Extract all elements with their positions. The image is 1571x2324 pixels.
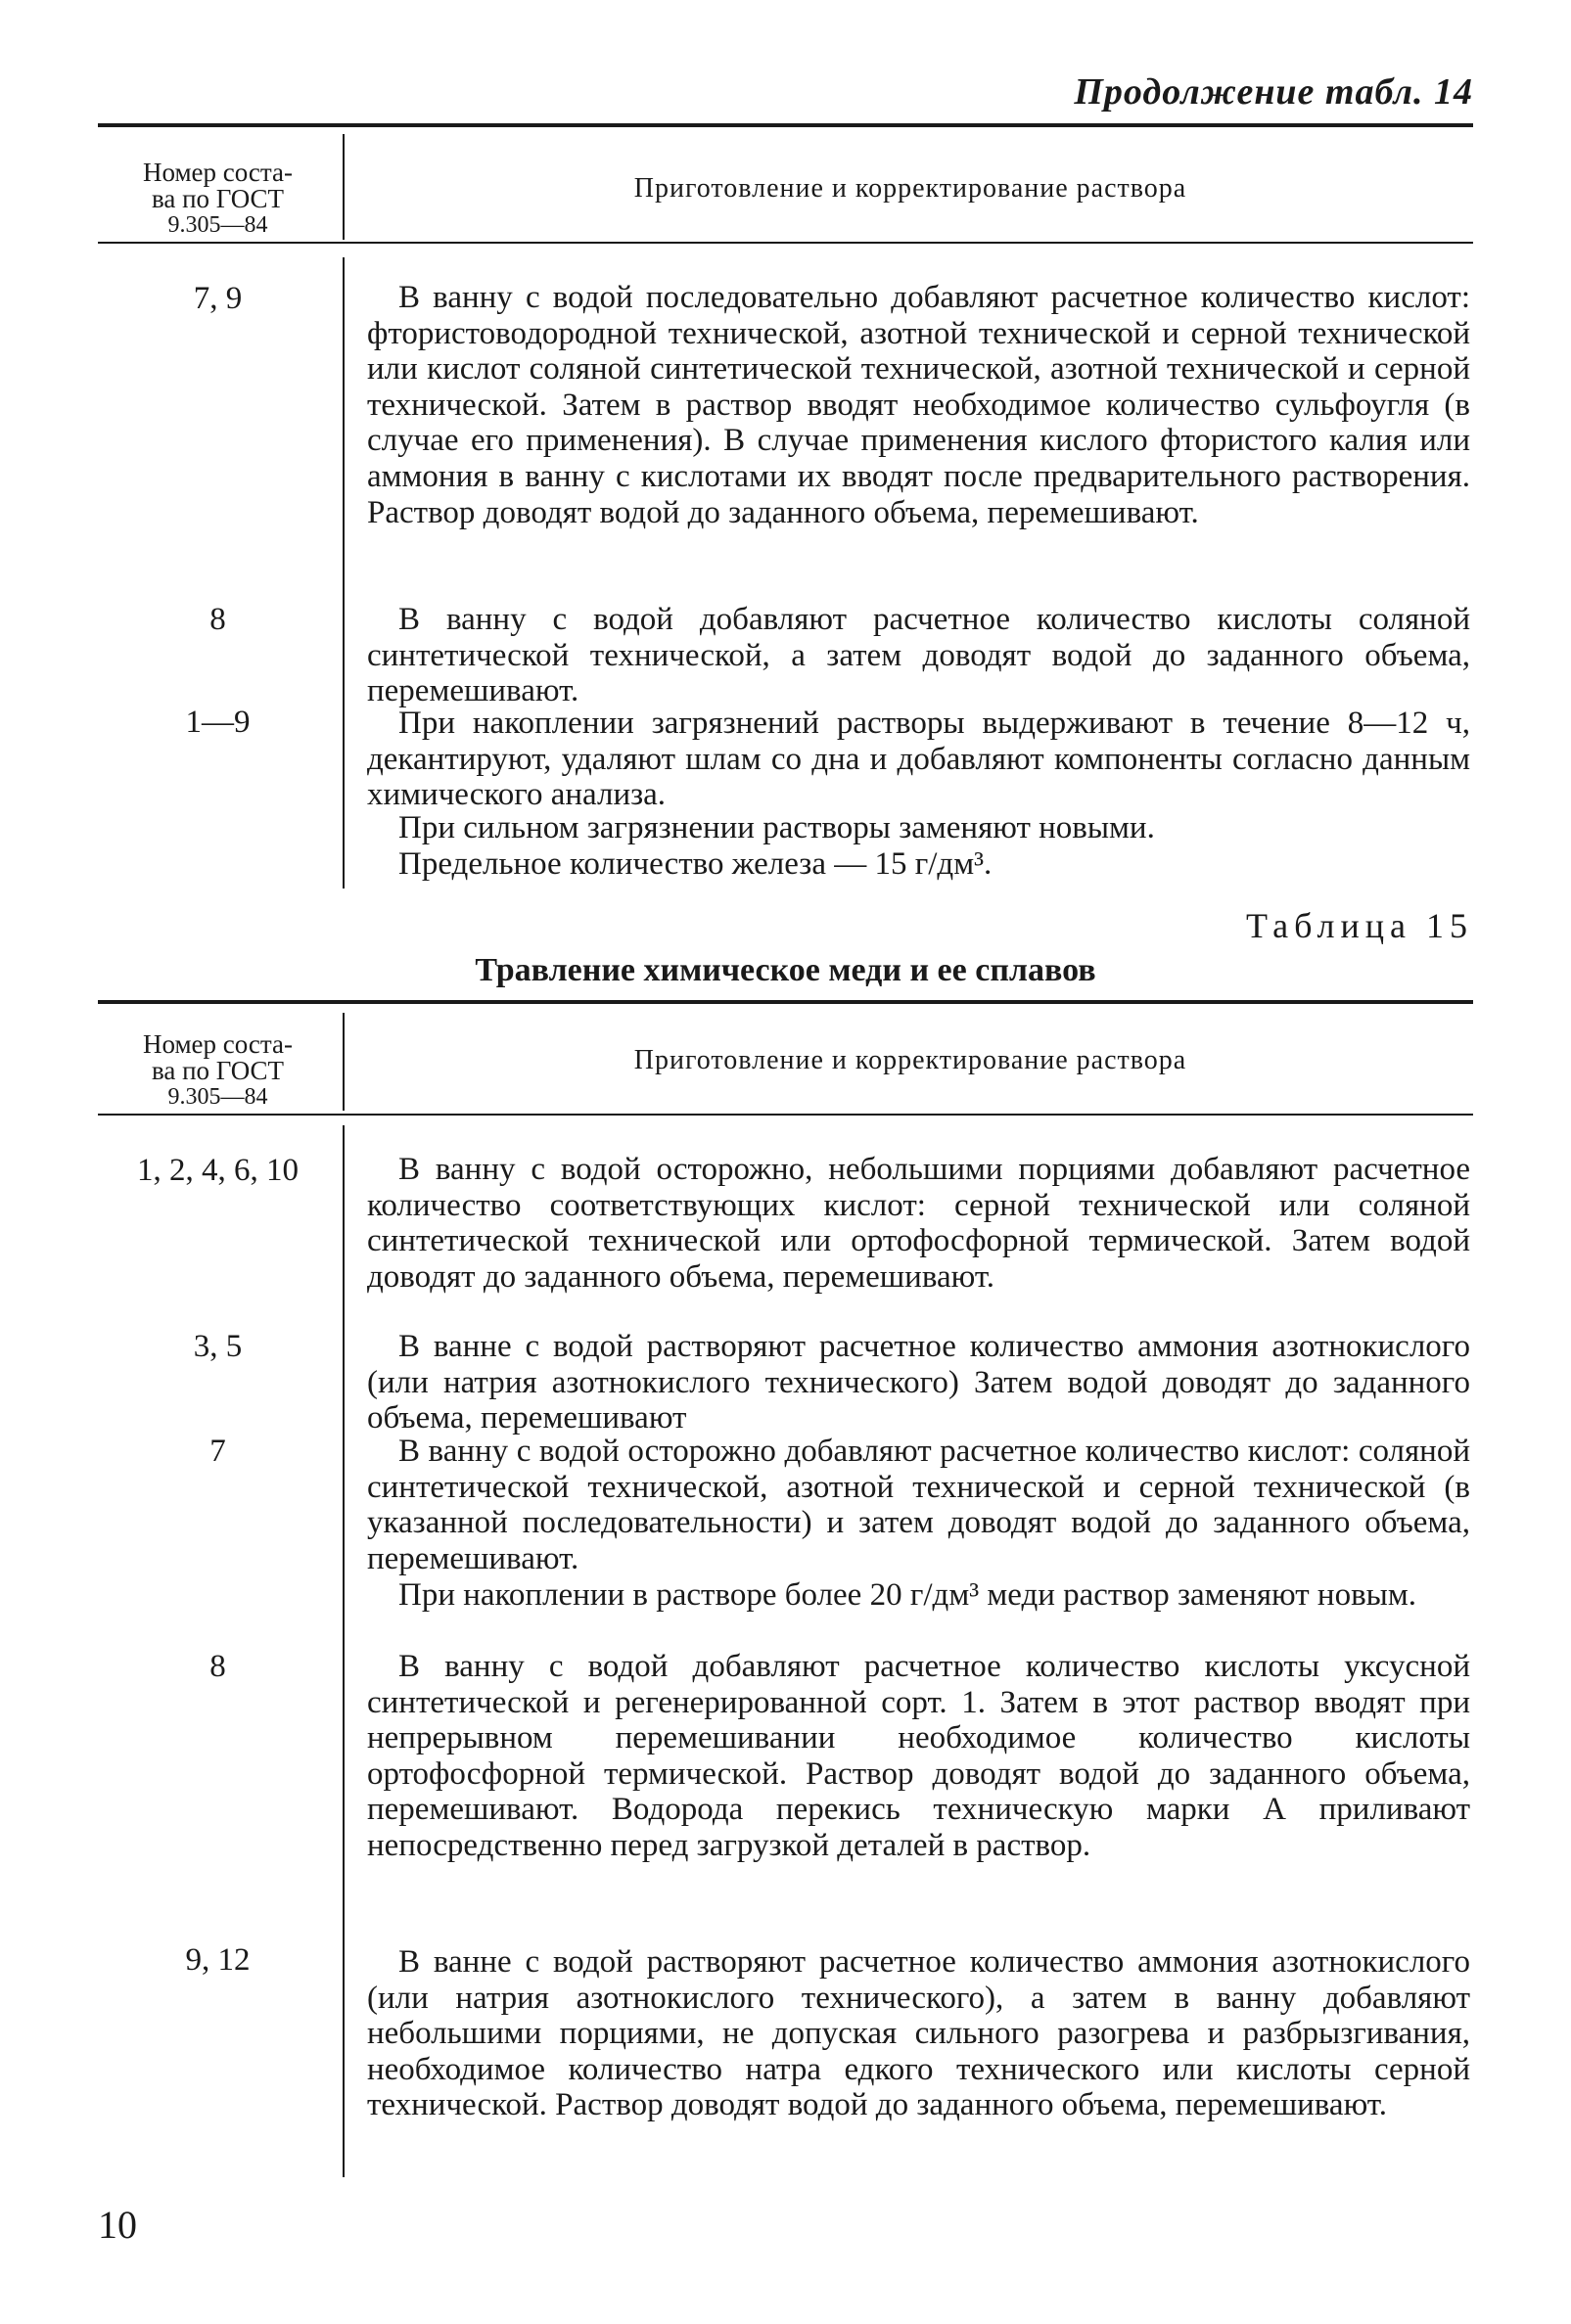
table15-row-text-content: В ванну с водой осторожно, небольшими порциями добавляют расчетное количество соответствующих кислот: серной технической или соляной синтетической технической или ортофосфорной термической. Затем водой доводят до заданного объема, перемешивают.	[367, 1152, 1470, 1295]
table15-row-num: 7	[209, 1434, 226, 1469]
table15-header-col2: Приготовление и корректирование раствора	[633, 1045, 1187, 1075]
table15-label: Таблица 15	[1246, 906, 1473, 945]
table15-row-text-content: При накоплении в растворе более 20 г/дм³ меди раствор заменяют новым.	[398, 1577, 1416, 1613]
table14-header-divider	[343, 134, 345, 240]
table15-row-text	[367, 1649, 1470, 1864]
continuation-label: Продолжение табл. 14	[1074, 71, 1473, 113]
table15-row-num: 3, 5	[193, 1329, 243, 1364]
table15-row-text-content: В ванну с водой добавляют расчетное количество кислоты уксусной синтетической и регенерированной сорт. 1. Затем в этот раствор вводят при непрерывном перемешивании необходимое количество кислоты ортофосфорной термической. Раствор доводят водой до заданного объема, перемешивают. Водорода перекись техническую марки А приливают непосредственно перед загрузкой деталей в раствор.	[367, 1649, 1470, 1863]
page-number: 10	[98, 2203, 137, 2247]
table15-top-rule	[98, 1000, 1473, 1004]
table15-row-num: 1, 2, 4, 6, 10	[137, 1153, 299, 1188]
table15-row-text	[367, 1434, 1470, 1576]
table14-row-text	[367, 706, 1470, 813]
table14-row-text-content: Предельное количество железа — 15 г/дм³.	[398, 846, 993, 882]
table14-body-divider	[343, 257, 345, 889]
table14-row-text	[367, 846, 1470, 883]
table15-header-divider	[343, 1013, 345, 1111]
table14-row-text-content: При сильном загрязнении растворы заменяют новыми.	[398, 810, 1155, 845]
table15-row-text-content: В ванну с водой осторожно добавляют расчетное количество кислот: соляной синтетической технической, азотной технической и серной технической (в указанной последовательности) и затем доводят водой до заданного объема, перемешивают.	[367, 1434, 1470, 1576]
table15-row-text-content: В ванне с водой растворяют расчетное количество аммония азотнокислого (или натрия азотнокислого технического) Затем водой доводят до заданного объема, перемешивают	[367, 1329, 1470, 1436]
table14-row-num: 8	[209, 602, 226, 637]
table14-row-text-content: В ванну с водой последовательно добавляют расчетное количество кислот: фтористоводородной технической, азотной технической и серной технической или кислот соляной синтетической технической, азотной технической и серной технической. Затем в раствор вводят необходимое количество сульфоугля (в случае его применения). В случае применения кислого фтористого калия или аммония в ванну с кислотами их вводят после предварительного растворения. Раствор доводят водой до заданного объема, перемешивают.	[367, 280, 1470, 530]
table15-row-num: 8	[209, 1649, 226, 1684]
table14-row-text	[367, 810, 1470, 846]
table15-header-col1-line2: ва по ГОСТ	[151, 1056, 285, 1085]
table14-top-rule	[98, 123, 1473, 127]
table15-header-col1	[98, 1031, 338, 1111]
table15-row-text-content: В ванне с водой растворяют расчетное количество аммония азотнокислого (или натрия азотнокислого технического), а затем в ванну добавляют небольшими порциями, не допуская сильного разогрева и разбрызгивания, необходимое количество натра едкого технического или кислоты серной технической. Раствор доводят водой до заданного объема, перемешивают.	[367, 1944, 1470, 2123]
table15-row-text	[367, 1152, 1470, 1295]
table14-header-col1	[98, 159, 338, 239]
table15-body-divider	[343, 1125, 345, 2177]
table14-header-col2: Приготовление и корректирование раствора	[633, 173, 1187, 204]
table15-row-text	[367, 1329, 1470, 1436]
table14-header-col1-line3: 9.305—84	[167, 212, 268, 238]
table15-row-text	[367, 1944, 1470, 2123]
table15-row-num: 9, 12	[185, 1942, 251, 1978]
table14-row-text	[367, 280, 1470, 530]
table14-header-col1-line1: Номер соста-	[142, 158, 294, 187]
table14-header-rule	[98, 242, 1473, 244]
table15-header-rule	[98, 1114, 1473, 1116]
table14-header-col1-line2: ва по ГОСТ	[151, 184, 285, 213]
table15-header-col1-line1: Номер соста-	[142, 1029, 294, 1059]
table15-title: Травление химическое меди и ее сплавов	[475, 952, 1096, 988]
table14-row-num: 1—9	[185, 705, 251, 740]
table14-row-text-content: В ванну с водой добавляют расчетное количество кислоты соляной синтетической технической, а затем доводят водой до заданного объема, перемешивают.	[367, 602, 1470, 709]
table14-row-text	[367, 602, 1470, 709]
table15-row-text	[367, 1577, 1470, 1614]
table14-row-text-content: При накоплении загрязнений растворы выдерживают в течение 8—12 ч, декантируют, удаляют шлам со дна и добавляют компоненты согласно данным химического анализа.	[367, 706, 1470, 813]
table14-row-num: 7, 9	[193, 281, 243, 316]
table15-header-col1-line3: 9.305—84	[167, 1084, 268, 1110]
